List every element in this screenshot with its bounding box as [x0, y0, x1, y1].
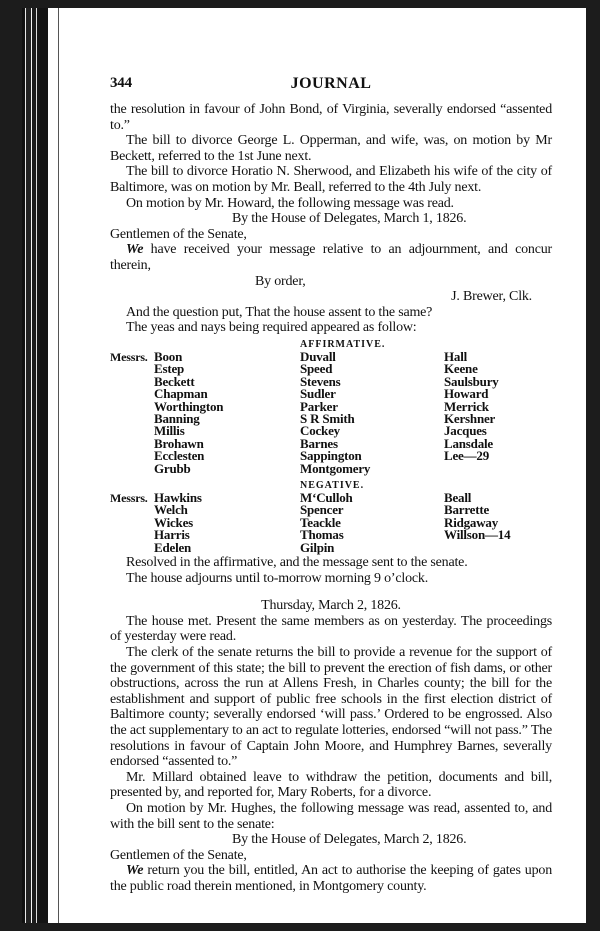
negative-column-2 — [300, 489, 444, 555]
paragraph: Mr. Millard obtained leave to withdraw the petition, documents and bill, presented by, and reported for, Mary Roberts, for a divorce. — [110, 769, 552, 801]
member-name: Banning — [154, 410, 200, 426]
by-order: By order, — [255, 273, 306, 289]
member-name: Chapman — [154, 386, 208, 402]
member-name: Stevens — [300, 373, 341, 389]
page-header — [110, 76, 552, 96]
top-section — [110, 102, 552, 336]
negative-column-3 — [444, 489, 552, 554]
member-name: Teackle — [300, 514, 341, 530]
messrs-label: Messrs. — [110, 490, 148, 505]
message-body-text: return you the bill, entitled, An act to authorise the keeping of gates upon the public road therein mentioned, in Montgomery county. — [110, 863, 552, 894]
affirmative-column-1 — [154, 348, 300, 476]
message-body-initial: We — [126, 242, 144, 258]
member-name: Kershner — [444, 410, 496, 426]
member-name: Harris — [154, 527, 190, 543]
member-name: Boon — [154, 348, 183, 364]
paragraph: On motion by Mr. Howard, the following message was read. — [126, 195, 454, 211]
member-name: Willson—14 — [444, 527, 511, 543]
paragraph: The bill to divorce George L. Opperman, and wife, was, on motion by Mr Beckett, referred to the 1st June next. — [110, 133, 552, 164]
page-text — [110, 0, 552, 914]
message-dateline: By the House of Delegates, March 1, 1826. — [232, 211, 467, 227]
paragraph: And the question put, That the house assent to the same? — [126, 304, 433, 320]
book-spine-shadow — [22, 8, 54, 923]
day-heading: Thursday, March 2, 1826. — [261, 598, 401, 614]
member-name: Keene — [444, 361, 478, 377]
member-name: Ecclesten — [154, 448, 205, 464]
member-name: Speed — [300, 361, 333, 377]
resolution-section — [110, 555, 552, 586]
page-number: 344 — [110, 75, 132, 91]
paragraph: The bill to divorce Horatio N. Sherwood, and Elizabeth his wife of the city of Baltimore, was on motion by Mr. Beall, referred to the 4th July next. — [110, 164, 552, 195]
day-section — [110, 598, 552, 894]
vote-roll — [110, 338, 552, 554]
message-salutation: Gentlemen of the Senate, — [110, 226, 247, 242]
member-name: Parker — [300, 398, 338, 414]
member-name: Estep — [154, 361, 185, 377]
paragraph: The clerk of the senate returns the bill to provide a revenue for the support of the government of this state; the bill to prevent the erection of fish dams, or other obstructions, across the run at Allens Fresh, in Charles county; the bill for the establishment and support of public free schools in the first election district of Baltimore county; severally endorsed ‘will pass.’ Ordered to be engrossed. Also the act supplementary to an act to regulate lotteries, endorsed “will not pass.” The resolutions in favour of Captain John Moore, and Humphrey Barnes, severally endorsed “assented to.” — [110, 644, 552, 770]
message-body — [110, 863, 552, 894]
member-name: Spencer — [300, 502, 344, 518]
running-head: JOURNAL — [290, 75, 372, 92]
member-name: Sudler — [300, 386, 336, 402]
paragraph: The yeas and nays being required appeared as follow: — [126, 320, 417, 336]
member-name: Jacques — [444, 423, 487, 439]
member-name: Grubb — [154, 460, 191, 476]
message-body-initial: We — [126, 863, 144, 879]
message-salutation: Gentlemen of the Senate, — [110, 847, 247, 863]
member-name: Beckett — [154, 373, 195, 389]
member-name: S R Smith — [300, 410, 355, 426]
member-name: Montgomery — [300, 460, 371, 476]
message-dateline: By the House of Delegates, March 2, 1826. — [232, 832, 467, 848]
member-name: Lansdale — [444, 435, 493, 451]
member-name: Welch — [154, 502, 188, 518]
negative-heading: NEGATIVE. — [300, 479, 365, 491]
member-name: M‘Culloh — [300, 489, 353, 505]
member-name: Lee—29 — [444, 448, 490, 464]
member-name: Howard — [444, 386, 489, 402]
member-name: Hawkins — [154, 489, 202, 505]
message-body — [110, 242, 552, 273]
affirmative-heading: AFFIRMATIVE. — [300, 338, 386, 350]
message-body-text: have received your message relative to an adjournment, and concur therein, — [110, 242, 552, 273]
paragraph: Resolved in the affirmative, and the message sent to the senate. — [126, 555, 468, 570]
member-name: Barnes — [300, 435, 338, 451]
member-name: Barrette — [444, 502, 490, 518]
member-name: Gilpin — [300, 539, 335, 555]
member-name: Thomas — [300, 527, 344, 543]
member-name: Edelen — [154, 539, 192, 555]
paragraph: On motion by Mr. Hughes, the following message was read, assented to, and with the bill sent to the senate: — [110, 800, 552, 832]
gutter-line — [58, 8, 59, 923]
member-name: Ridgaway — [444, 514, 499, 530]
clerk-signature: J. Brewer, Clk. — [451, 289, 532, 305]
messrs-label: Messrs. — [110, 349, 148, 364]
affirmative-column-3 — [444, 348, 552, 475]
member-name: Merrick — [444, 398, 489, 414]
paragraph: The house adjourns until to-morrow morning 9 o’clock. — [126, 570, 429, 586]
paragraph: The house met. Present the same members as on yesterday. The proceedings of yesterday were read. — [110, 613, 552, 645]
right-page-edge — [586, 8, 600, 923]
affirmative-column-2 — [300, 348, 444, 476]
member-name: Duvall — [300, 348, 336, 364]
member-name: Millis — [154, 423, 185, 439]
member-name: Wickes — [154, 514, 194, 530]
paragraph: the resolution in favour of John Bond, of Virginia, severally endorsed “assented to.” — [110, 102, 552, 133]
heading-spacer — [110, 338, 300, 351]
member-name: Sappington — [300, 448, 362, 464]
member-name: Cockey — [300, 423, 340, 439]
member-name: Worthington — [154, 398, 224, 414]
negative-column-1 — [154, 489, 300, 555]
member-name: Saulsbury — [444, 373, 499, 389]
affirmative-roll — [110, 348, 552, 476]
negative-roll — [110, 489, 552, 555]
member-name: Brohawn — [154, 435, 204, 451]
member-name: Beall — [444, 489, 472, 505]
member-name: Hall — [444, 348, 468, 364]
